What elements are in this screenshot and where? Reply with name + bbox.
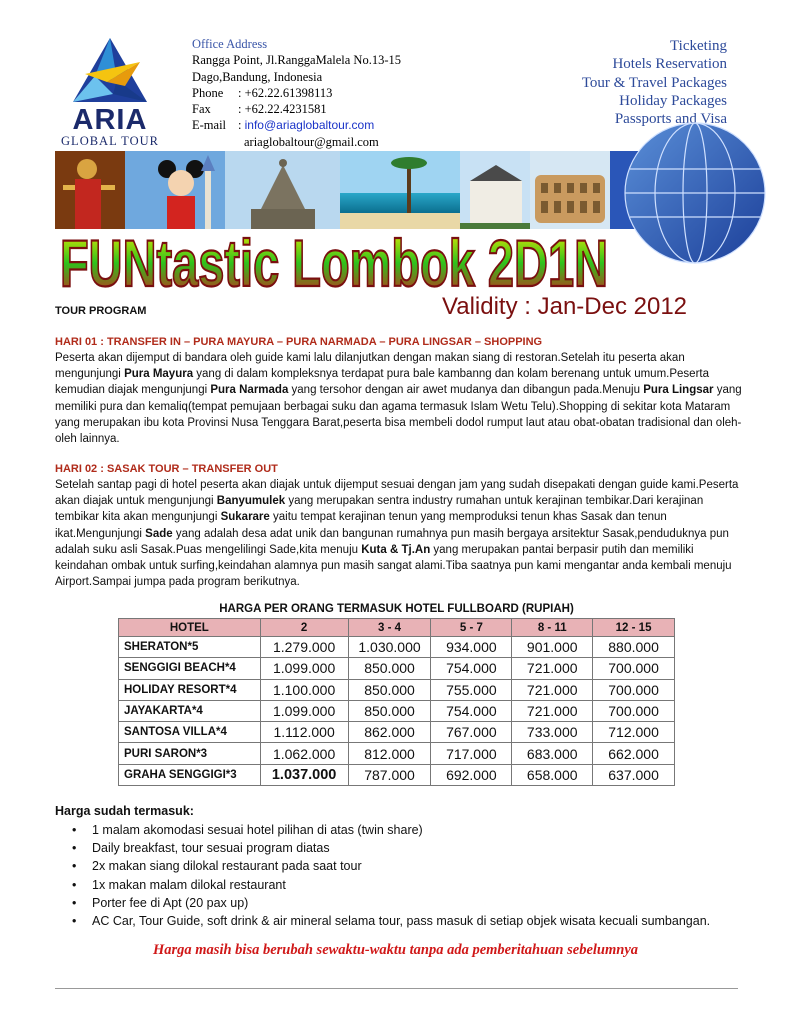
price-cell: 721.000 — [512, 700, 593, 721]
price-cell: 754.000 — [431, 700, 512, 721]
price-cell: 721.000 — [512, 679, 593, 700]
list-item: • AC Car, Tour Guide, soft drink & air mineral selama tour, pass masuk di setiap objek wisata kecuali sumbangan. — [72, 912, 710, 930]
logo-wordmark: ARIA — [72, 104, 148, 136]
price-cell: 700.000 — [593, 658, 675, 679]
day2-description: Setelah santap pagi di hotel peserta akan diajak untuk dijemput sesuai dengan jam yang sudah disepakati dengan guide kami.Peserta akan diajak untuk mengunjungi Banyumulek yang merupakan sentra industry rumahan untuk kerajinan tembikar.Dari kerajinan tembikar kita akan mengunjungi Sukarare yaitu tempat kerajinan tenun yang memproduksi tenun khas Sasak dan tenun ikat.Mengunjungi Sade yang adalah desa adat unik dan bangunan rumahnya pun masih bergaya arsitektur Sasak,penduduknya pun adalah suku asli Sasak.Puas mengelilingi Sade,kita menuju Kuta & Tj.An yang merupakan pantai berpasir putih dan memiliki keindahan ombak untuk surfing,keindahan alamnya pun masih sangat alami.Tiba saatnya pun kami mengantar anda kembali menuju Airport.Sampai jumpa pada program berikutnya. — [55, 479, 739, 589]
phone-value: : +62.22.61398113 — [238, 85, 333, 100]
day2-heading: HARI 02 : SASAK TOUR – TRANSFER OUT — [55, 463, 278, 475]
office-title: Office Address — [192, 37, 268, 51]
tour-title-text: FUNtastic Lombok 2D1N — [60, 226, 608, 300]
price-cell: 1.100.000 — [260, 679, 348, 700]
price-table-title: HARGA PER ORANG TERMASUK HOTEL FULLBOARD (RUPIAH) — [219, 603, 574, 615]
hotel-name: JAYAKARTA*4 — [119, 700, 261, 721]
table-row — [119, 637, 675, 658]
price-table-header — [119, 619, 675, 637]
column-header: 12 - 15 — [593, 619, 675, 637]
price-cell: 1.099.000 — [260, 700, 348, 721]
price-cell: 1.062.000 — [260, 743, 348, 764]
column-header: 8 - 11 — [512, 619, 593, 637]
price-cell: 1.037.000 — [260, 764, 348, 785]
day1-heading: HARI 01 : TRANSFER IN – PURA MAYURA – PURA NARMADA – PURA LINGSAR – SHOPPING — [55, 336, 543, 348]
service-item: Passports and Visa — [614, 111, 727, 128]
destination-banner — [55, 151, 736, 229]
email-label: E-mail — [192, 118, 227, 133]
list-item: • 1x makan malam dilokal restaurant — [72, 876, 710, 894]
price-cell: 1.030.000 — [348, 637, 431, 658]
fax-row — [192, 101, 401, 117]
footer-divider — [55, 988, 738, 989]
banner-collage-image — [55, 151, 736, 229]
price-cell: 700.000 — [593, 679, 675, 700]
includes-list — [72, 821, 710, 930]
service-item: Holiday Packages — [619, 92, 727, 109]
fax-label: Fax — [192, 102, 211, 117]
price-cell: 934.000 — [431, 637, 512, 658]
service-item: Hotels Reservation — [612, 56, 727, 73]
includes-heading: Harga sudah termasuk: — [55, 804, 194, 818]
address-line-2: Dago,Bandung, Indonesia — [192, 69, 323, 84]
price-cell: 1.279.000 — [260, 637, 348, 658]
phone-row — [192, 85, 401, 101]
column-header: 2 — [260, 619, 348, 637]
services-list — [582, 37, 727, 128]
company-logo — [55, 36, 165, 148]
hotel-name: PURI SARON*3 — [119, 743, 261, 764]
service-item: Ticketing — [670, 38, 727, 54]
list-item: • Porter fee di Apt (20 pax up) — [72, 894, 710, 912]
price-cell: 850.000 — [348, 700, 431, 721]
hotel-name: HOLIDAY RESORT*4 — [119, 679, 261, 700]
tour-program-heading: TOUR PROGRAM — [55, 305, 147, 317]
price-cell: 733.000 — [512, 722, 593, 743]
price-cell: 658.000 — [512, 764, 593, 785]
price-cell: 755.000 — [431, 679, 512, 700]
logo-pyramid-icon — [55, 36, 165, 106]
table-row — [119, 658, 675, 679]
office-address — [192, 36, 401, 150]
price-cell: 862.000 — [348, 722, 431, 743]
price-cell: 812.000 — [348, 743, 431, 764]
price-cell: 692.000 — [431, 764, 512, 785]
price-cell: 880.000 — [593, 637, 675, 658]
price-cell: 712.000 — [593, 722, 675, 743]
price-disclaimer: Harga masih bisa berubah sewaktu-waktu tanpa ada pemberitahuan sebelumnya — [152, 942, 639, 958]
column-header: HOTEL — [119, 619, 261, 637]
phone-label: Phone — [192, 85, 224, 100]
table-row — [119, 679, 675, 700]
price-cell: 683.000 — [512, 743, 593, 764]
email-row — [192, 117, 401, 133]
validity-text: Validity : Jan-Dec 2012 — [442, 293, 688, 320]
table-row — [119, 700, 675, 721]
price-cell: 901.000 — [512, 637, 593, 658]
list-item: • 1 malam akomodasi sesuai hotel pilihan di atas (twin share) — [72, 821, 710, 839]
price-cell: 662.000 — [593, 743, 675, 764]
address-line-1: Rangga Point, Jl.RanggaMalela No.13-15 — [192, 53, 401, 68]
price-cell: 717.000 — [431, 743, 512, 764]
email-link[interactable]: info@ariaglobaltour.com — [244, 118, 375, 133]
table-row — [119, 764, 675, 785]
table-row — [119, 743, 675, 764]
hotel-name: GRAHA SENGGIGI*3 — [119, 764, 261, 785]
email-secondary: ariaglobaltour@gmail.com — [244, 134, 379, 149]
list-item: • 2x makan siang dilokal restaurant pada saat tour — [72, 857, 710, 875]
column-header: 5 - 7 — [431, 619, 512, 637]
price-cell: 787.000 — [348, 764, 431, 785]
price-cell: 637.000 — [593, 764, 675, 785]
day1-description: Peserta akan dijemput di bandara oleh guide kami lalu dilanjutkan dengan makan siang di restoran.Setelah itu peserta akan mengunjungi Pura Mayura yang di dalam kompleksnya terdapat pura bale kambanng dan kolam berenang untuk umum.Peserta kemudian diajak mengunjungi Pura Narmada yang tersohor dengan air awet mudanya dan dibangun pada.Menuju Pura Lingsar yang memiliki pura dan kemaliq(tempat pemujaan berbagai suku dan agama termasuk Islam Wetu Telu).Shopping di sekitar kota Mataram yang merupakan ibu kota Provinsi Nusa Tenggara Barat,peserta bisa membeli dodol rumput laut atau obat-obatan tradisional dan oleh-oleh lainnya. — [55, 352, 742, 446]
tour-title — [60, 222, 620, 300]
price-cell: 754.000 — [431, 658, 512, 679]
email-separator: : — [238, 118, 245, 133]
fax-value: : +62.22.4231581 — [238, 102, 327, 117]
price-cell: 700.000 — [593, 700, 675, 721]
list-item: • Daily breakfast, tour sesuai program diatas — [72, 839, 710, 857]
price-table — [118, 618, 675, 786]
price-cell: 850.000 — [348, 679, 431, 700]
price-cell: 850.000 — [348, 658, 431, 679]
hotel-name: SHERATON*5 — [119, 637, 261, 658]
price-cell: 1.112.000 — [260, 722, 348, 743]
table-row — [119, 722, 675, 743]
column-header: 3 - 4 — [348, 619, 431, 637]
hotel-name: SANTOSA VILLA*4 — [119, 722, 261, 743]
price-cell: 721.000 — [512, 658, 593, 679]
price-cell: 767.000 — [431, 722, 512, 743]
price-cell: 1.099.000 — [260, 658, 348, 679]
logo-subtitle: GLOBAL TOUR — [61, 134, 159, 148]
service-item: Tour & Travel Packages — [581, 74, 727, 91]
hotel-name: SENGGIGI BEACH*4 — [119, 658, 261, 679]
